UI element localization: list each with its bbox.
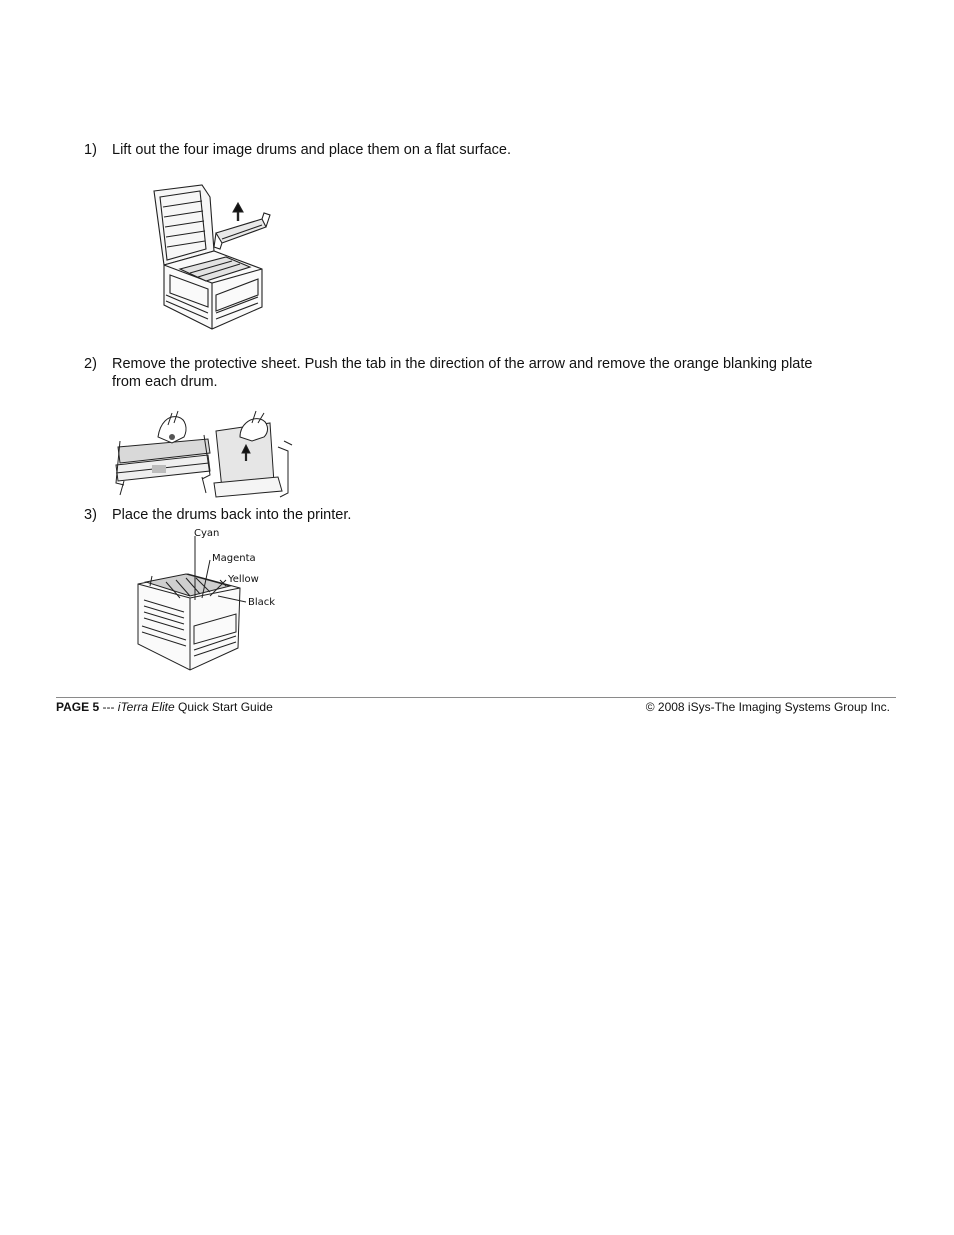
step-2-number: 2) [84, 356, 97, 372]
step-3-number: 3) [84, 507, 97, 523]
step-2-text-line-2: from each drum. [112, 374, 218, 390]
drum-label-magenta: Magenta [212, 553, 256, 564]
footer-separator: --- [99, 700, 118, 714]
drum-label-yellow: Yellow [228, 574, 259, 585]
footer-page-number: PAGE 5 [56, 700, 100, 714]
footer-divider [56, 697, 896, 698]
step-3-text: Place the drums back into the printer. [112, 507, 352, 523]
footer-copyright: © 2008 iSys-The Imaging Systems Group Inc. [645, 700, 890, 714]
printer-drums-installed-illustration [132, 526, 282, 674]
drum-remove-sheet-illustration [112, 407, 298, 500]
drum-label-cyan: Cyan [194, 528, 220, 539]
step-2-text-line-1: Remove the protective sheet. Push the tab in the direction of the arrow and remove the orange blanking plate [112, 356, 813, 372]
footer-product-name: iTerra Elite [117, 700, 175, 714]
step-1-text: Lift out the four image drums and place them on a flat surface. [112, 142, 511, 158]
drum-label-black: Black [248, 597, 276, 608]
footer-guide-title: Quick Start Guide [174, 700, 273, 714]
step-1-number: 1) [84, 142, 97, 158]
printer-open-lift-drum-illustration [150, 183, 275, 333]
footer-page-info [56, 700, 273, 714]
